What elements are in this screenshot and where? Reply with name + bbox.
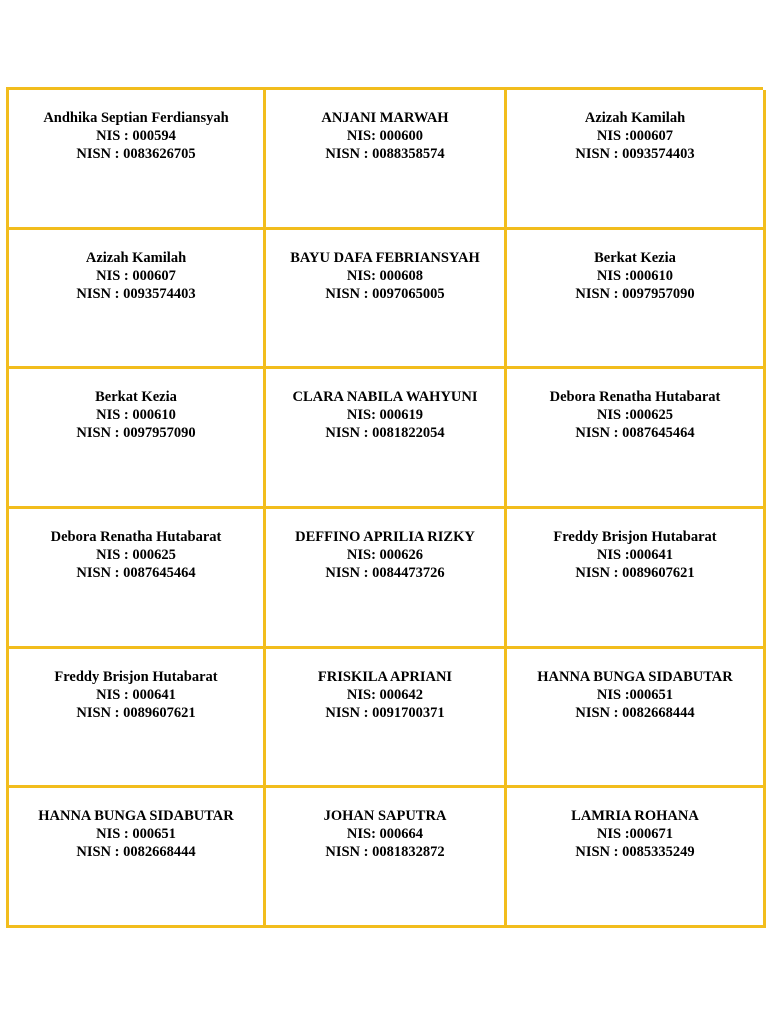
student-nis: NIS: 000619 bbox=[346, 407, 424, 424]
student-nisn: NISN : 0082668444 bbox=[76, 844, 196, 861]
student-nis: NIS :000651 bbox=[596, 686, 674, 703]
student-nis: NIS: 000600 bbox=[346, 128, 424, 144]
student-name: BAYU DAFA FEBRIANSYAH bbox=[290, 249, 480, 266]
student-name: Azizah Kamilah bbox=[85, 249, 187, 266]
student-nisn: NISN : 0081832872 bbox=[325, 844, 445, 861]
student-label bbox=[9, 369, 266, 509]
student-name: HANNA BUNGA SIDABUTAR bbox=[38, 808, 234, 825]
student-nisn: NISN : 0093574403 bbox=[575, 146, 695, 162]
student-name: HANNA BUNGA SIDABUTAR bbox=[537, 668, 733, 685]
student-nis: NIS: 000642 bbox=[346, 686, 424, 703]
student-label bbox=[266, 369, 507, 509]
student-nis: NIS : 000607 bbox=[96, 267, 176, 284]
student-nisn: NISN : 0085335249 bbox=[575, 844, 695, 861]
student-nisn: NISN : 0087645464 bbox=[575, 425, 695, 442]
student-label bbox=[507, 649, 766, 789]
student-label bbox=[266, 788, 507, 928]
student-nis: NIS :000671 bbox=[596, 826, 674, 843]
student-label bbox=[9, 509, 266, 649]
student-name: JOHAN SAPUTRA bbox=[323, 808, 447, 825]
student-nisn: NISN : 0091700371 bbox=[325, 704, 445, 721]
student-name: Andhika Septian Ferdiansyah bbox=[43, 110, 229, 126]
student-name: Berkat Kezia bbox=[594, 249, 676, 266]
student-label bbox=[266, 90, 507, 230]
student-name: Berkat Kezia bbox=[95, 389, 177, 406]
student-label bbox=[9, 649, 266, 789]
student-nis: NIS: 000608 bbox=[346, 267, 424, 284]
student-nisn: NISN : 0084473726 bbox=[325, 565, 445, 581]
student-name: FRISKILA APRIANI bbox=[317, 668, 453, 685]
student-nisn: NISN : 0087645464 bbox=[76, 565, 196, 581]
student-nisn: NISN : 0089607621 bbox=[76, 704, 196, 721]
student-label bbox=[266, 230, 507, 370]
student-label bbox=[507, 90, 766, 230]
student-label bbox=[9, 230, 266, 370]
student-nisn: NISN : 0082668444 bbox=[575, 704, 695, 721]
student-nis: NIS : 000625 bbox=[96, 547, 176, 563]
student-nisn: NISN : 0088358574 bbox=[325, 146, 445, 162]
student-nis: NIS :000641 bbox=[596, 547, 674, 563]
student-nis: NIS : 000594 bbox=[96, 128, 176, 144]
student-nisn: NISN : 0097065005 bbox=[325, 285, 445, 302]
student-nis: NIS : 000610 bbox=[96, 407, 176, 424]
student-name: LAMRIA ROHANA bbox=[571, 808, 699, 825]
label-grid bbox=[6, 87, 763, 928]
student-nisn: NISN : 0089607621 bbox=[575, 565, 695, 581]
student-nis: NIS: 000664 bbox=[346, 826, 424, 843]
student-label bbox=[9, 788, 266, 928]
student-name: ANJANI MARWAH bbox=[321, 110, 449, 126]
student-nisn: NISN : 0081822054 bbox=[325, 425, 445, 442]
student-nis: NIS :000610 bbox=[596, 267, 674, 284]
student-label bbox=[507, 788, 766, 928]
student-label bbox=[9, 90, 266, 230]
student-label bbox=[266, 649, 507, 789]
student-label bbox=[266, 509, 507, 649]
student-nisn: NISN : 0097957090 bbox=[76, 425, 196, 442]
student-name: Freddy Brisjon Hutabarat bbox=[54, 668, 218, 685]
student-name: Azizah Kamilah bbox=[584, 110, 686, 126]
student-nis: NIS :000625 bbox=[596, 407, 674, 424]
student-nis: NIS :000607 bbox=[596, 128, 674, 144]
student-name: Debora Renatha Hutabarat bbox=[549, 389, 721, 406]
student-name: Freddy Brisjon Hutabarat bbox=[553, 529, 717, 545]
student-name: DEFFINO APRILIA RIZKY bbox=[295, 529, 475, 545]
student-label bbox=[507, 230, 766, 370]
student-nisn: NISN : 0093574403 bbox=[76, 285, 196, 302]
student-label bbox=[507, 369, 766, 509]
student-nisn: NISN : 0097957090 bbox=[575, 285, 695, 302]
student-nis: NIS : 000651 bbox=[96, 826, 176, 843]
student-label bbox=[507, 509, 766, 649]
student-nis: NIS: 000626 bbox=[346, 547, 424, 563]
student-nis: NIS : 000641 bbox=[96, 686, 176, 703]
student-nisn: NISN : 0083626705 bbox=[76, 146, 196, 162]
student-name: CLARA NABILA WAHYUNI bbox=[292, 389, 478, 406]
student-name: Debora Renatha Hutabarat bbox=[50, 529, 222, 545]
